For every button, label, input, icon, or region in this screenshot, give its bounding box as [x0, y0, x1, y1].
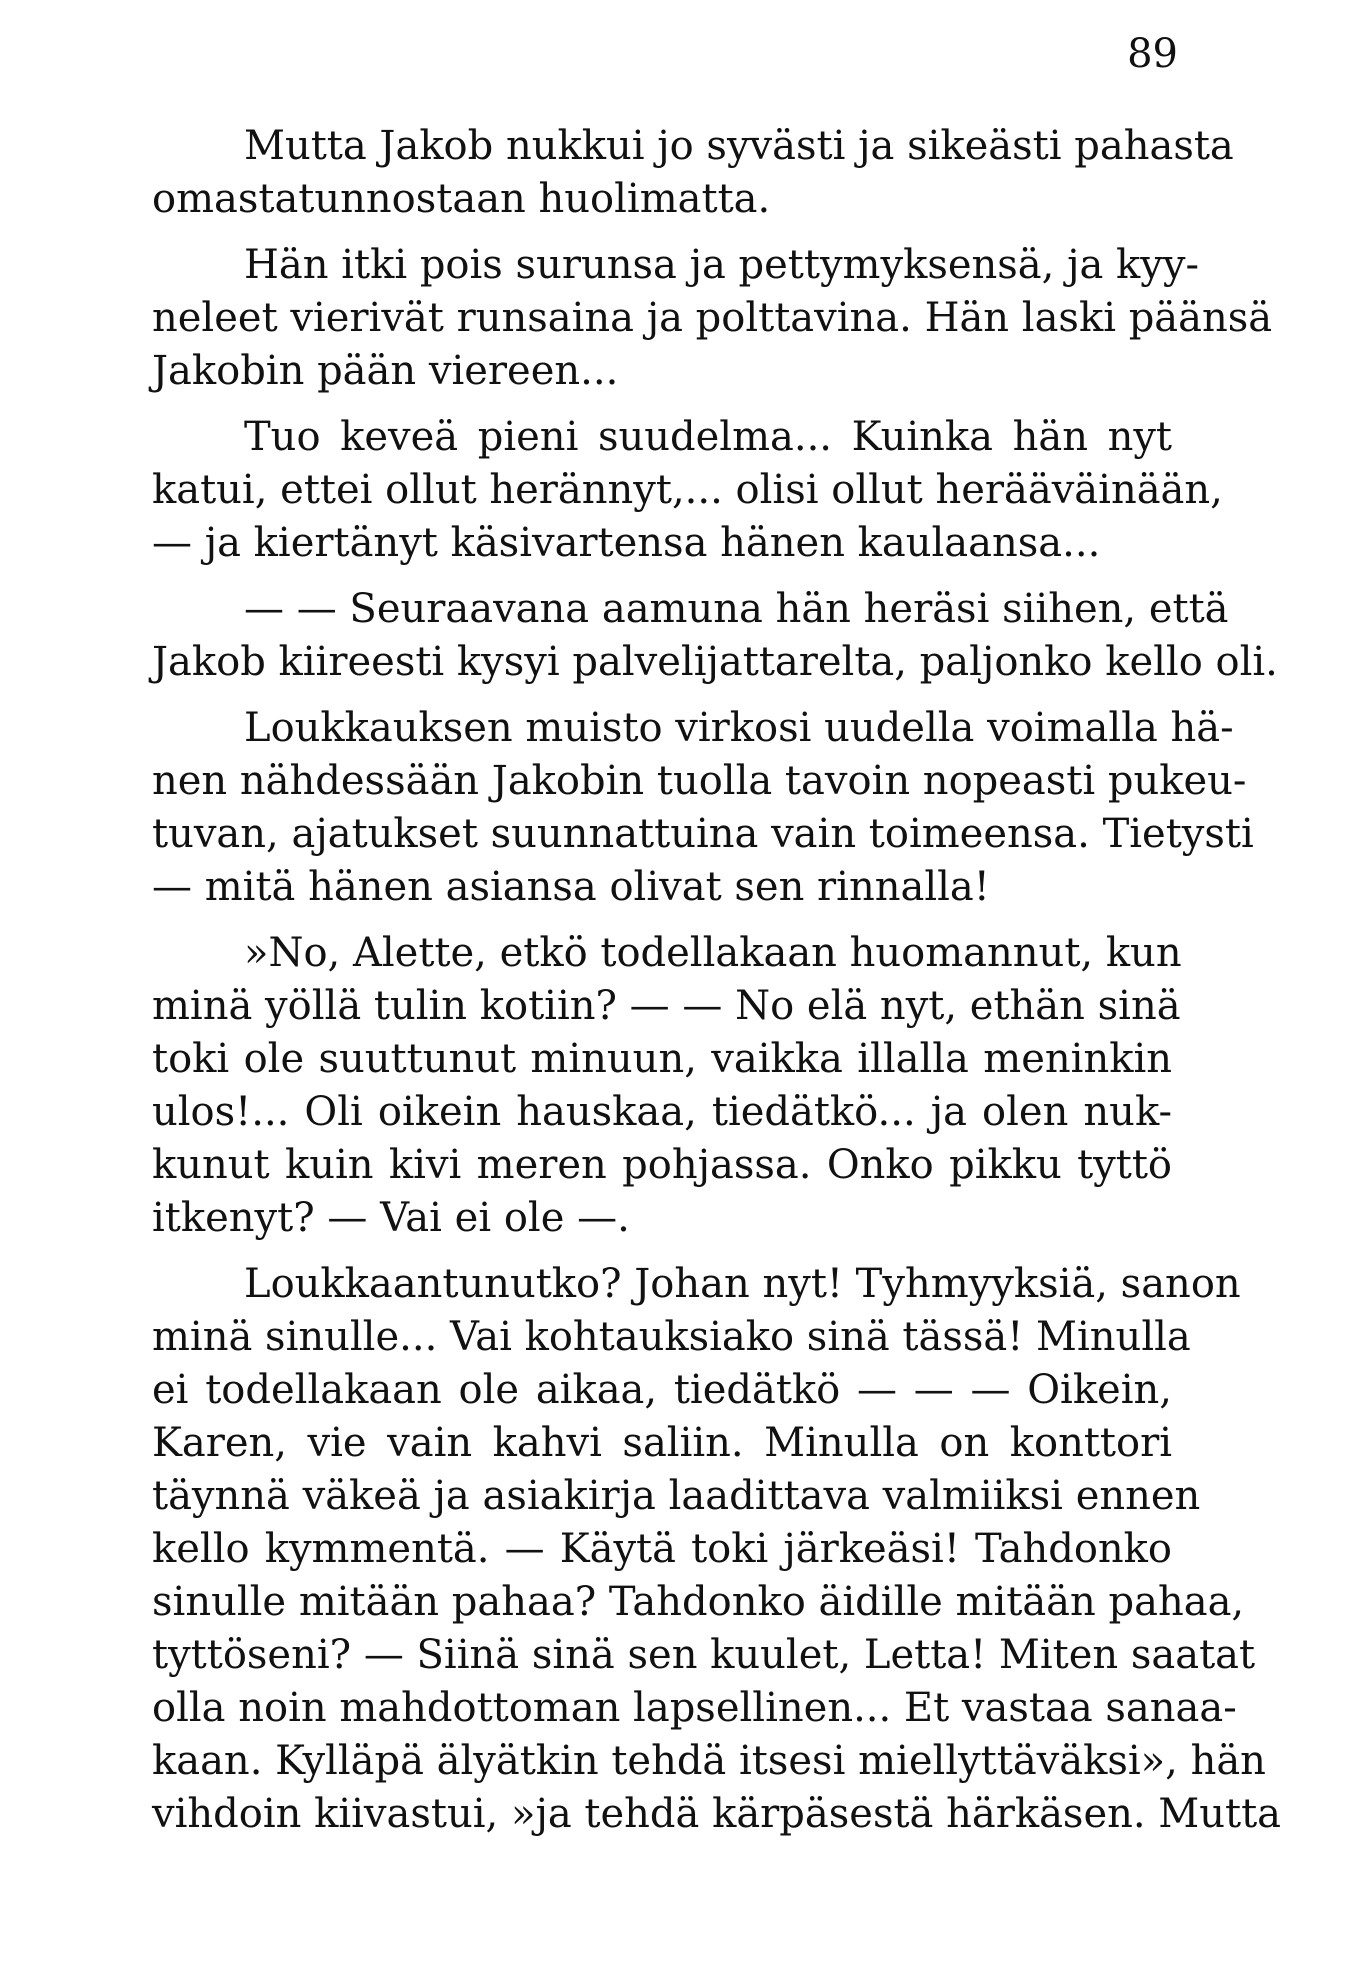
text-line: Mutta Jakob nukkui jo syvästi ja sikeästi pahasta [244, 123, 1234, 169]
text-line: minä yöllä tulin kotiin? — — No elä nyt, ethän sinä [152, 983, 1181, 1029]
text-line: kaan. Kylläpä älyätkin tehdä itsesi miellyttäväksi», hän [152, 1738, 1266, 1784]
text-line: täynnä väkeä ja asiakirja laadittava valmiiksi ennen [152, 1473, 1201, 1519]
text-line: Loukkaantunutko? Johan nyt! Tyhmyyksiä, sanon [244, 1261, 1241, 1307]
text-line: toki ole suuttunut minuun, vaikka illalla meninkin [152, 1036, 1172, 1082]
text-line: Hän itki pois surunsa ja pettymyksensä, ja kyy- [244, 242, 1199, 288]
page-number: 89 [1127, 31, 1178, 77]
text-line: sinulle mitään pahaa? Tahdonko äidille mitään pahaa, [152, 1579, 1245, 1625]
paragraph-7 [152, 1258, 1282, 1841]
text-line: Tuo keveä pieni suudelma... Kuinka hän nyt [244, 414, 1172, 460]
text-line: Jakobin pään viereen... [152, 348, 619, 394]
text-line: ulos!... Oli oikein hauskaa, tiedätkö... ja olen nuk- [152, 1089, 1172, 1135]
text-line: neleet vierivät runsaina ja polttavina. Hän laski päänsä [152, 295, 1273, 341]
text-line: — mitä hänen asiansa olivat sen rinnalla! [152, 864, 990, 910]
text-line: tyttöseni? — Siinä sinä sen kuulet, Letta! Miten saatat [152, 1632, 1256, 1678]
paragraph-3 [152, 411, 1223, 570]
text-line: olla noin mahdottoman lapsellinen... Et vastaa sanaa- [152, 1685, 1237, 1731]
text-line: kello kymmentä. — Käytä toki järkeäsi! Tahdonko [152, 1526, 1172, 1572]
text-line: ei todellakaan ole aikaa, tiedätkö — — — Oikein, [152, 1367, 1172, 1413]
text-line: — — Seuraavana aamuna hän heräsi siihen, että [244, 586, 1229, 632]
text-line: kunut kuin kivi meren pohjassa. Onko pikku tyttö [152, 1142, 1172, 1188]
text-line: »No, Alette, etkö todellakaan huomannut, kun [244, 930, 1182, 976]
text-line: minä sinulle... Vai kohtauksiako sinä tässä! Minulla [152, 1314, 1191, 1360]
text-line: vihdoin kiivastui, »ja tehdä kärpäsestä härkäsen. Mutta [152, 1791, 1282, 1837]
body-text [152, 120, 1282, 1854]
text-line: — ja kiertänyt käsivartensa hänen kaulaansa... [152, 520, 1101, 566]
paragraph-1 [152, 120, 1234, 226]
paragraph-4 [152, 583, 1278, 689]
paragraph-6 [152, 927, 1182, 1245]
text-line: Jakob kiireesti kysyi palvelijattarelta, paljonko kello oli. [152, 639, 1278, 685]
text-line: nen nähdessään Jakobin tuolla tavoin nopeasti pukeu- [152, 758, 1247, 804]
text-line: Karen, vie vain kahvi saliin. Minulla on konttori [152, 1420, 1172, 1466]
paragraph-2 [152, 239, 1273, 398]
text-line: Loukkauksen muisto virkosi uudella voimalla hä- [244, 705, 1234, 751]
paragraph-5 [152, 702, 1254, 914]
text-line: omastatunnostaan huolimatta. [152, 176, 771, 222]
text-line: tuvan, ajatukset suunnattuina vain toimeensa. Tietysti [152, 811, 1254, 857]
text-line: itkenyt? — Vai ei ole —. [152, 1195, 630, 1241]
text-line: katui, ettei ollut herännyt,... olisi ollut herääväinään, [152, 467, 1223, 513]
